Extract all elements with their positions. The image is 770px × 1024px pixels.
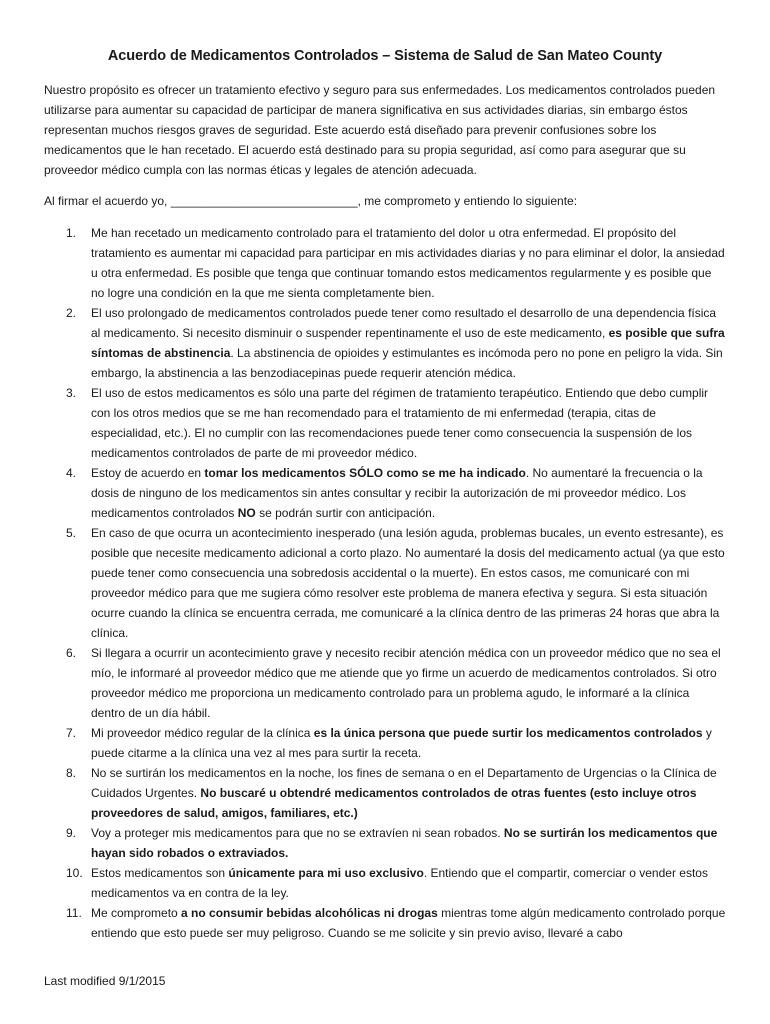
item-text: El uso de estos medicamentos es sólo una parte del régimen de tratamiento terapéutico. Entiendo que debo cumplir con los otros medios que se me han recomendado para el tratamiento de mi enfermedad (terapia, citas de especialidad, etc.). El no cumplir con las recomendaciones puede tener como consecuencia la suspensión de los medicamentos controlados de parte de mi proveedor médico. [91, 386, 709, 460]
terms-list [44, 223, 726, 943]
emphasized-text: NO [237, 506, 256, 520]
list-item [44, 863, 726, 903]
list-item [44, 903, 726, 943]
intro-paragraph: Nuestro propósito es ofrecer un tratamiento efectivo y seguro para sus enfermedades. Los medicamentos controlados pueden utilizarse para aumentar su capacidad de participar de manera significativa en sus actividades diarias, sin embargo éstos representan muchos riesgos graves de seguridad. Este acuerdo está diseñado para prevenir confusiones sobre los medicamentos que le han recetado. El acuerdo está destinado para su propia seguridad, así como para asegurar que su proveedor médico cumpla con las normas éticas y legales de atención adecuada. [44, 83, 716, 177]
signature-line: Al firmar el acuerdo yo, ____________________________, me comprometo y entiendo lo siguiente: [44, 194, 578, 208]
item-text: Me comprometo [91, 906, 182, 920]
list-item-number: 6. [66, 646, 77, 660]
list-item-number: 3. [66, 386, 77, 400]
document-title: Acuerdo de Medicamentos Controlados – Sistema de Salud de San Mateo County [107, 48, 663, 64]
list-item [44, 643, 726, 723]
item-text: Me han recetado un medicamento controlado para el tratamiento del dolor u otra enfermedad. El propósito del tratamiento es aumentar mi capacidad para participar en mis actividades diarias y no para eliminar el dolor, la ansiedad u otra enfermedad. Es posible que tenga que continuar tomando estos medicamentos regularmente y es posible que no logre una condición en la que me sienta completamente bien. [91, 226, 725, 300]
emphasized-text: No se surtirán los medicamentos que hayan sido robados o extraviados. [91, 826, 718, 860]
emphasized-text: únicamente para mi uso exclusivo [228, 866, 424, 880]
list-item-number: 10. [66, 866, 83, 880]
list-item-number: 2. [66, 306, 77, 320]
item-text: Si llegara a ocurrir un acontecimiento grave y necesito recibir atención médica con un proveedor médico que no sea el mío, le informaré al proveedor médico que me atiende que yo firme un acuerdo de medicamentos controlados. Si otro proveedor médico me proporciona un medicamento controlado para un problema agudo, le informaré a la clínica dentro de un día hábil. [91, 646, 721, 720]
item-text: Estos medicamentos son [91, 866, 229, 880]
item-text: . Entiendo que el compartir, comerciar o vender estos medicamentos va en contra de la ley. [91, 866, 708, 900]
list-item-number: 11. [66, 906, 82, 920]
emphasized-text: a no consumir bebidas alcohólicas ni drogas [181, 906, 438, 920]
item-text: No se surtirán los medicamentos en la noche, los fines de semana o en el Departamento de Urgencias o la Clínica de Cuidados Urgentes. [91, 766, 717, 800]
emphasized-text: es la única persona que puede surtir los medicamentos controlados [313, 726, 703, 740]
emphasized-text: tomar los medicamentos SÓLO como se me ha indicado [204, 466, 526, 480]
list-item [44, 383, 726, 463]
emphasized-text: No buscaré u obtendré medicamentos controlados de otras fuentes (esto incluye otros proveedores de salud, amigos, familiares, etc.) [91, 786, 697, 820]
list-item-number: 8. [66, 766, 77, 780]
item-text: En caso de que ocurra un acontecimiento inesperado (una lesión aguda, problemas bucales, un evento estresante), es posible que necesite medicamento adicional a corto plazo. No aumentaré la dosis del medicamento actual (ya que esto puede tener como consecuencia una sobredosis accidental o la muerte). En estos casos, me comunicaré con mi proveedor médico para que me sugiera cómo resolver este problema de manera efectiva y segura. Si esta situación ocurre cuando la clínica se encuentra cerrada, me comunicaré a la clínica dentro de las primeras 24 horas que abra la clínica. [91, 526, 725, 640]
list-item [44, 223, 726, 303]
list-item [44, 763, 726, 823]
item-text: Mi proveedor médico regular de la clínica [91, 726, 314, 740]
list-item [44, 463, 726, 523]
item-text: . No aumentaré la frecuencia o la dosis de ninguno de los medicamentos sin antes consultar y recibir la autorización de mi proveedor médico. Los medicamentos controlados [91, 466, 703, 520]
list-item-number: 7. [66, 726, 77, 740]
item-text: se podrán surtir con anticipación. [255, 506, 436, 520]
list-item-number: 4. [66, 466, 77, 480]
item-text: Voy a proteger mis medicamentos para que no se extravíen ni sean robados. [91, 826, 504, 840]
last-modified-footer: Last modified 9/1/2015 [44, 974, 166, 988]
emphasized-text: es posible que sufra síntomas de abstinencia [91, 326, 725, 360]
list-item [44, 823, 726, 863]
item-text: Estoy de acuerdo en [91, 466, 205, 480]
item-text: . La abstinencia de opioides y estimulantes es incómoda pero no pone en peligro la vida. Sin embargo, la abstinencia a las benzodiacepinas puede requerir atención médica. [91, 346, 723, 380]
item-text: y puede citarme a la clínica una vez al mes para surtir la receta. [91, 726, 712, 760]
list-item-number: 9. [66, 826, 77, 840]
item-text: El uso prolongado de medicamentos controlados puede tener como resultado el desarrollo de una dependencia física al medicamento. Si necesito disminuir o suspender repentinamente el uso de este medicamento, [91, 306, 717, 340]
list-item [44, 723, 726, 763]
list-item [44, 523, 726, 643]
item-text: mientras tome algún medicamento controlado porque entiendo que esto puede ser muy peligroso. Cuando se me solicite y sin previo aviso, llevaré a cabo [91, 906, 726, 940]
list-item-number: 1. [66, 226, 77, 240]
list-item [44, 303, 726, 383]
list-item-number: 5. [66, 526, 77, 540]
